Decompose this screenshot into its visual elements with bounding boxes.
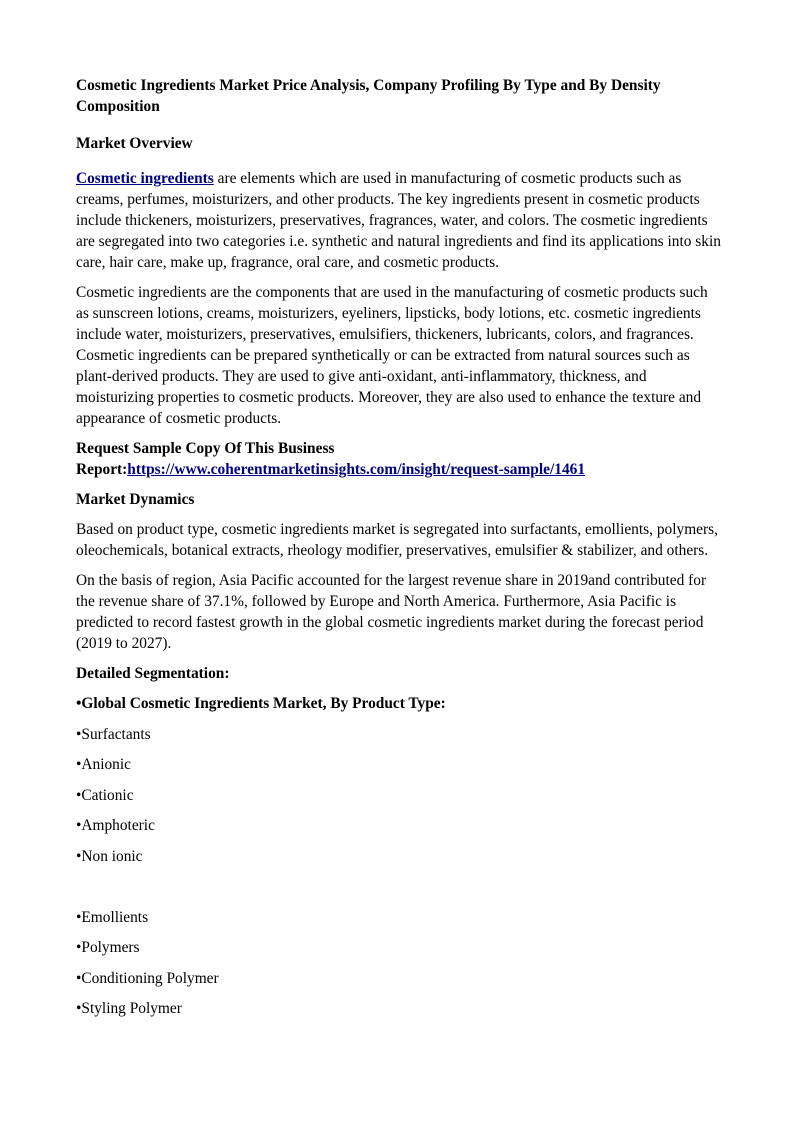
document-body — [76, 75, 721, 1029]
overview-paragraph-1 — [76, 168, 721, 273]
overview-paragraph-2: Cosmetic ingredients are the components that are used in the manufacturing of cosmetic products such as sunscreen lotions, creams, moisturizers, eyeliners, lipsticks, body lotions, etc. cosmetic ingredients include water, moisturizers, preservatives, emulsifiers, thickeners, lubricants, colors, and fragrances. Cosmetic ingredients can be prepared synthetically or can be extracted from natural sources such as plant-derived products. They are used to give anti-oxidant, anti-inflammatory, thickness, and moisturizing properties to cosmetic products. Moreover, they are also used to enhance the texture and appearance of cosmetic products. — [76, 284, 708, 427]
segmentation-heading: Detailed Segmentation: — [76, 665, 230, 682]
market-overview-heading: Market Overview — [76, 135, 193, 152]
document-title: Cosmetic Ingredients Market Price Analysis, Company Profiling By Type and By Density Composition — [76, 77, 661, 115]
request-sample-link[interactable]: https://www.coherentmarketinsights.com/insight/request-sample/1461 — [127, 461, 586, 478]
list-item: •Non ionic — [76, 847, 143, 865]
list-item: •Cationic — [76, 786, 134, 804]
product-type-subheading: •Global Cosmetic Ingredients Market, By Product Type: — [76, 695, 446, 712]
request-sample-line — [76, 459, 721, 480]
overview-paragraph-1-text: are elements which are used in manufacturing of cosmetic products such as creams, perfumes, moisturizers, and other products. The key ingredients present in cosmetic products include thickeners, moisturizers, preservatives, fragrances, water, and colors. The cosmetic ingredients are segregated into two categories i.e. synthetic and natural ingredients and find its applications into skin care, hair care, make up, fragrance, oral care, and cosmetic products. — [76, 170, 721, 271]
request-sample-text: Request Sample Copy Of This Business — [76, 440, 335, 457]
list-item: •Surfactants — [76, 725, 151, 743]
list-item: •Polymers — [76, 939, 140, 956]
list-item: •Amphoteric — [76, 817, 155, 834]
market-dynamics-heading: Market Dynamics — [76, 491, 195, 508]
list-item: •Anionic — [76, 756, 131, 773]
dynamics-paragraph-2: On the basis of region, Asia Pacific accounted for the largest revenue share in 2019and contributed for the revenue share of 37.1%, followed by Europe and North America. Furthermore, Asia Pacific is predicted to record fastest growth in the global cosmetic ingredients market during the forecast period (2019 to 2027). — [76, 572, 707, 652]
list-item: •Styling Polymer — [76, 1000, 182, 1017]
list-spacer — [76, 876, 721, 907]
list-item: •Conditioning Polymer — [76, 969, 219, 987]
segmentation-list — [76, 693, 721, 1019]
request-sample-label: Report: — [76, 461, 128, 478]
list-item: •Emollients — [76, 908, 149, 926]
request-sample-block — [76, 438, 721, 480]
dynamics-paragraph-1: Based on product type, cosmetic ingredients market is segregated into surfactants, emollients, polymers, oleochemicals, botanical extracts, rheology modifier, preservatives, emulsifier & stabilizer, and others. — [76, 521, 718, 559]
cosmetic-ingredients-link[interactable]: Cosmetic ingredients — [76, 170, 214, 187]
